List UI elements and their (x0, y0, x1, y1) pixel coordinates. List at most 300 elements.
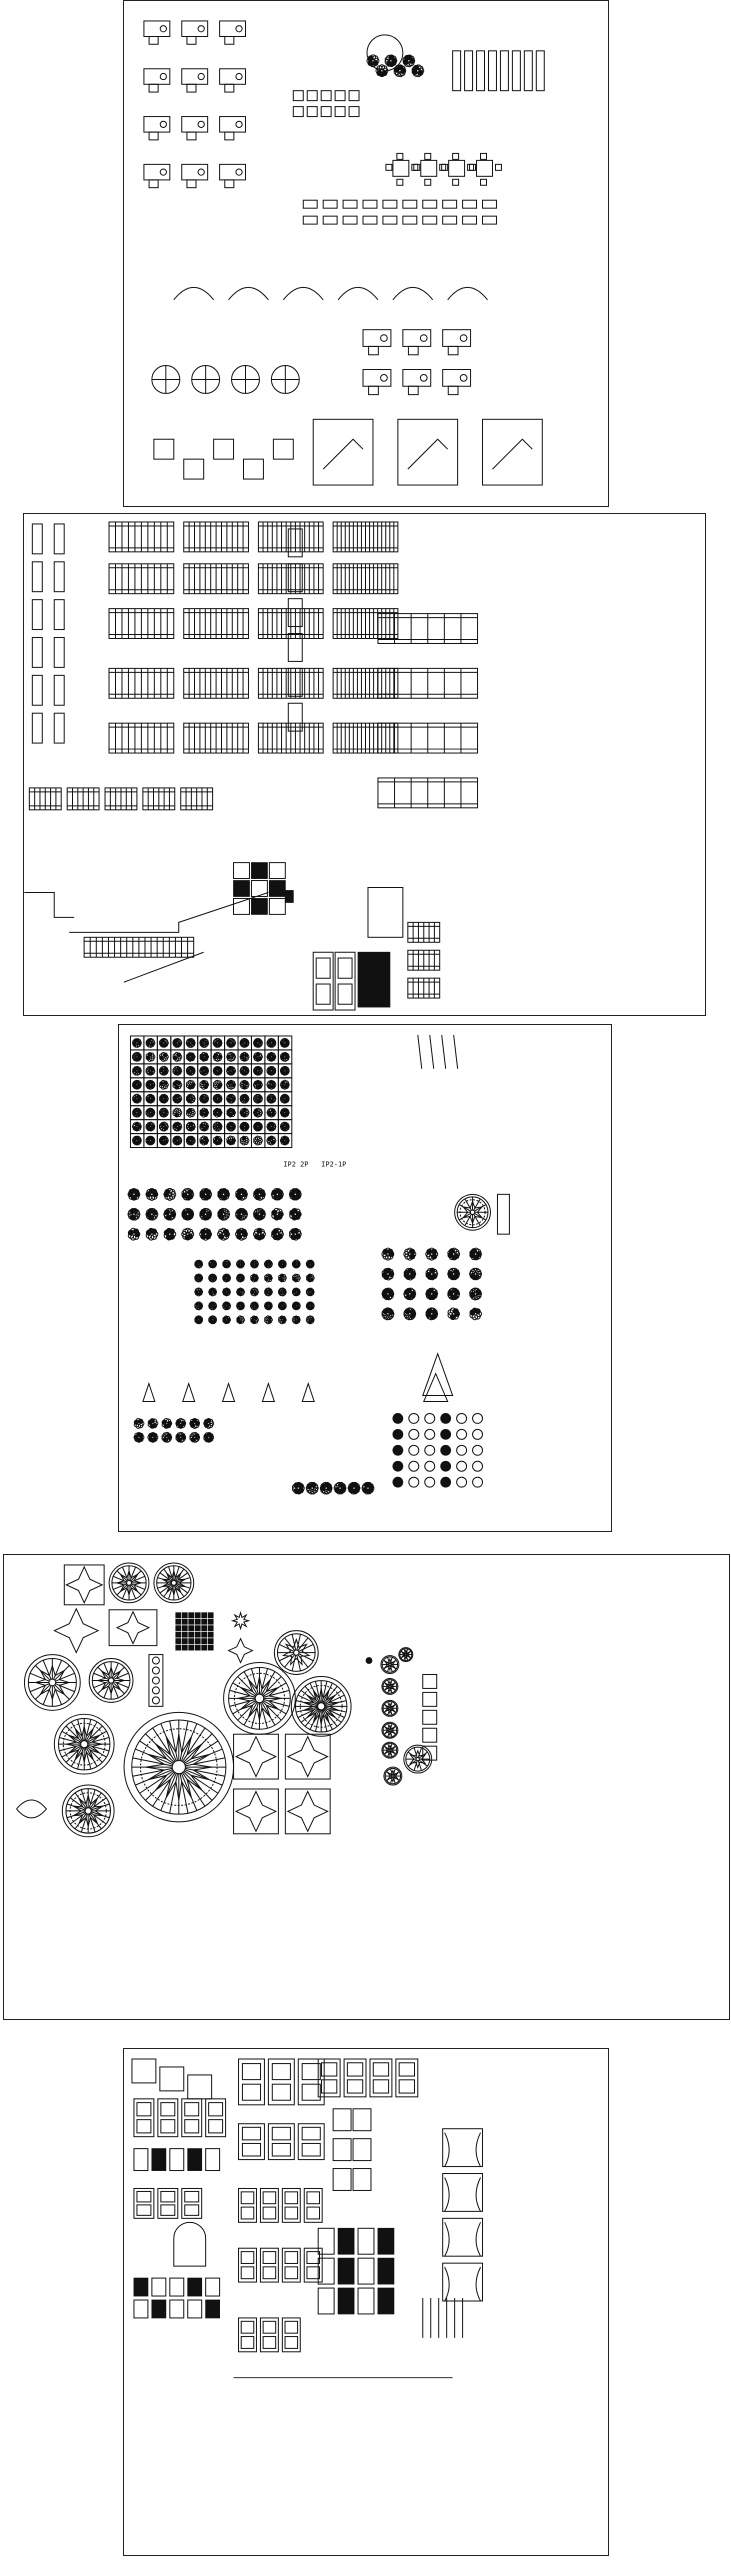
ground-cover-trunk (226, 1319, 228, 1321)
plant-plan-symbol-trunk (244, 1070, 246, 1072)
lattice-tile (234, 863, 250, 879)
bench-seat (383, 200, 397, 208)
plant-plan-symbol-trunk (230, 1056, 232, 1058)
meeting-table (477, 160, 493, 176)
palm-elevation (430, 1035, 434, 1069)
shrub-circle (409, 1429, 419, 1439)
cubicle-block (443, 330, 471, 347)
plant-plan-symbol-trunk (284, 1070, 286, 1072)
shrub-circle (441, 1477, 451, 1487)
screen-panel (378, 2288, 394, 2314)
plant-label-1: IP2 2P (283, 1160, 309, 1169)
tree-cluster-trunk (452, 1313, 454, 1315)
mirror-frame (368, 888, 403, 938)
ground-cover-trunk (212, 1305, 214, 1307)
glass-door-panel (307, 2267, 320, 2279)
plant-plan-symbol-trunk (190, 1042, 192, 1044)
plant-plan-symbol-trunk (190, 1056, 192, 1058)
compass-rose-center (127, 1580, 132, 1585)
entry-door-panel (209, 2103, 223, 2116)
plant-plan-symbol-trunk (163, 1126, 165, 1128)
shrub-circle (441, 1429, 451, 1439)
cubicle-block-monitor (381, 335, 388, 342)
ground-cover-trunk (309, 1305, 311, 1307)
shrub-symbol-trunk (294, 1233, 296, 1235)
desk-block-monitor (160, 73, 166, 79)
desk-block (220, 69, 246, 85)
pot-plant (262, 1384, 274, 1402)
tile-coffer-star (288, 1737, 328, 1777)
tree-cluster-trunk (431, 1313, 433, 1315)
bench-seat (403, 200, 417, 208)
lattice-grid (176, 1619, 181, 1624)
pot-plant (143, 1384, 155, 1402)
plant-plan-symbol-trunk (244, 1056, 246, 1058)
pot-plant (183, 1384, 195, 1402)
shrub-circle (473, 1413, 483, 1423)
cubicle-block-chair (369, 346, 379, 354)
dot-marker (366, 1658, 372, 1664)
shrub-circle (409, 1413, 419, 1423)
ground-cover-trunk (309, 1319, 311, 1321)
plant-plan-symbol-trunk (163, 1098, 165, 1100)
door-frame-section-panel (302, 2127, 320, 2140)
glass-door-panel (263, 2267, 276, 2279)
curtain-drape (445, 2267, 481, 2301)
shrub-symbol-trunk (258, 1193, 260, 1195)
plant-plan-symbol-trunk (217, 1042, 219, 1044)
newel-post (32, 713, 42, 743)
lattice-grid (189, 1639, 194, 1644)
plant-plan-symbol-trunk (257, 1084, 259, 1086)
gate-leaf-panel (338, 958, 352, 978)
plant-plan-symbol-trunk (217, 1112, 219, 1114)
cubicle-block-chair (448, 386, 458, 394)
door-frame-section-panel (272, 2127, 290, 2140)
plant-plan-symbol-trunk (149, 1140, 151, 1142)
screen-panel (358, 2228, 374, 2254)
plant-plan-symbol-trunk (163, 1112, 165, 1114)
chair-block (321, 107, 331, 117)
lattice-panel (160, 2067, 184, 2091)
wardrobe-door-panel (373, 2063, 388, 2076)
side-tile (423, 1710, 437, 1724)
frieze-dot (152, 1677, 159, 1684)
shrub-symbol-trunk (151, 1193, 153, 1195)
curtain-drape (445, 2222, 481, 2256)
lattice-grid (176, 1645, 181, 1650)
shrub-circle (393, 1477, 403, 1487)
sheet-door-window-blocks (123, 2048, 609, 2556)
newel-post (32, 562, 42, 592)
shelf-block (488, 51, 496, 91)
meeting-chair (412, 164, 418, 170)
plant-plan-symbol-trunk (284, 1140, 286, 1142)
pot-plant (223, 1384, 235, 1402)
wardrobe-door-panel (399, 2080, 414, 2093)
plant-plan-symbol-trunk (230, 1112, 232, 1114)
hedge-symbol-trunk (166, 1422, 168, 1424)
meeting-chair (470, 164, 476, 170)
plant-plan-symbol-trunk (284, 1126, 286, 1128)
plant-plan-symbol-trunk (190, 1112, 192, 1114)
tree-cluster-trunk (409, 1293, 411, 1295)
plant-plan-symbol-trunk (136, 1056, 138, 1058)
curved-desk (448, 287, 488, 299)
palm-elevation (442, 1035, 446, 1069)
newel-post (32, 638, 42, 668)
plant-plan-symbol-trunk (136, 1070, 138, 1072)
shrub-circle (473, 1461, 483, 1471)
tree-cluster-trunk (452, 1253, 454, 1255)
lattice-grid (189, 1645, 194, 1650)
side-rosette-center (405, 1654, 407, 1656)
lattice-tile (234, 881, 250, 897)
ground-cover-trunk (254, 1305, 256, 1307)
bench-seat (343, 216, 357, 224)
plant-plan-symbol-trunk (257, 1056, 259, 1058)
desk-block-monitor (236, 73, 242, 79)
glass-door-panel (285, 2252, 298, 2264)
entry-door-panel (137, 2103, 151, 2116)
lattice-grid (202, 1619, 207, 1624)
bench-seat (423, 200, 437, 208)
ground-cover-trunk (240, 1277, 242, 1279)
gate-leaf-panel (316, 984, 330, 1004)
tree-cluster-trunk (431, 1293, 433, 1295)
lattice-grid (195, 1632, 200, 1637)
desk-block-chair (149, 180, 158, 188)
lattice-grid (202, 1626, 207, 1631)
desk-block (220, 117, 246, 133)
chair-block (293, 91, 303, 101)
executive-desk (408, 439, 448, 469)
lattice-grid (208, 1619, 213, 1624)
plant-pot-trunk (381, 70, 383, 72)
shrub-circle (425, 1429, 435, 1439)
desk-cluster (244, 459, 264, 479)
column-capital (206, 2278, 220, 2296)
sliding-door-panel (285, 2337, 298, 2349)
lattice-grid (195, 1645, 200, 1650)
desk-block-chair (225, 132, 234, 140)
lattice-grid (176, 1613, 181, 1618)
cubicle-block (443, 370, 471, 387)
window-block (188, 2149, 202, 2171)
tree-elevation-trunk (339, 1487, 341, 1489)
shrub-circle (393, 1461, 403, 1471)
bench-seat (483, 200, 497, 208)
screen-panel (338, 2288, 354, 2314)
plant-plan-symbol-trunk (176, 1140, 178, 1142)
double-door-elevation-panel (242, 2064, 260, 2080)
dense-screen (358, 952, 390, 1007)
plant-pot-trunk (417, 70, 419, 72)
screen-panel (358, 2258, 374, 2284)
ground-cover-trunk (212, 1291, 214, 1293)
tree-elevation-trunk (325, 1487, 327, 1489)
meeting-chair (468, 164, 474, 170)
large-sun-medallion-center (255, 1694, 264, 1703)
side-rosette-center (416, 1757, 419, 1760)
lattice-grid (202, 1632, 207, 1637)
plant-plan-symbol-trunk (270, 1140, 272, 1142)
shrub-symbol-trunk (151, 1213, 153, 1215)
tile-coffer-star (236, 1737, 276, 1777)
ground-cover-trunk (198, 1291, 200, 1293)
lattice-grid (189, 1613, 194, 1618)
bench-seat (443, 200, 457, 208)
lattice-grid (195, 1639, 200, 1644)
tree-cluster-trunk (409, 1313, 411, 1315)
ground-cover-trunk (295, 1305, 297, 1307)
tree-cluster-trunk (474, 1313, 476, 1315)
cubicle-block-chair (448, 346, 458, 354)
plant-plan-symbol-trunk (163, 1042, 165, 1044)
plant-plan-symbol-trunk (163, 1084, 165, 1086)
bench-seat (303, 216, 317, 224)
sliding-door-panel (241, 2337, 254, 2349)
executive-room (313, 419, 373, 485)
ground-cover-trunk (212, 1319, 214, 1321)
plant-plan-symbol-trunk (270, 1126, 272, 1128)
curved-desk (283, 287, 323, 299)
shrub-symbol-trunk (240, 1193, 242, 1195)
lattice-grid (182, 1626, 187, 1631)
plant-plan-symbol-trunk (257, 1098, 259, 1100)
side-rosette-center (389, 1663, 391, 1665)
newel-post (32, 600, 42, 630)
side-rosette-center (389, 1707, 391, 1709)
bench-seat (383, 216, 397, 224)
lattice-grid (182, 1632, 187, 1637)
shrub-symbol-trunk (151, 1233, 153, 1235)
desk-block (182, 21, 208, 37)
tree-cluster-trunk (387, 1313, 389, 1315)
ornate-medallion-center (81, 1741, 88, 1748)
desk-block (144, 117, 170, 133)
plant-plan-symbol-trunk (176, 1126, 178, 1128)
cubicle-block-chair (408, 346, 418, 354)
bench-seat (303, 200, 317, 208)
plant-plan-symbol-trunk (203, 1140, 205, 1142)
cubicle-block-monitor (420, 375, 427, 382)
shrub-circle (441, 1461, 451, 1471)
tree-elevation-trunk (297, 1487, 299, 1489)
shrub-circle (425, 1445, 435, 1455)
ground-cover-trunk (254, 1319, 256, 1321)
ground-cover-trunk (240, 1305, 242, 1307)
ground-cover-trunk (212, 1277, 214, 1279)
hedge-symbol-trunk (194, 1422, 196, 1424)
lattice-grid (176, 1639, 181, 1644)
plant-plan-symbol-trunk (176, 1098, 178, 1100)
tile-coffer (285, 1734, 330, 1779)
desk-block-chair (187, 180, 196, 188)
ground-cover-trunk (240, 1291, 242, 1293)
screen-panel (318, 2288, 334, 2314)
plant-plan-symbol-trunk (136, 1098, 138, 1100)
plant-plan-symbol-trunk (217, 1140, 219, 1142)
eight-point-star-medallion-center (49, 1679, 56, 1686)
plant-plan-symbol-trunk (203, 1084, 205, 1086)
folding-door-panel (285, 2207, 298, 2219)
shrub-symbol-trunk (187, 1193, 189, 1195)
plant-plan-symbol-trunk (203, 1056, 205, 1058)
lattice-tile (269, 863, 285, 879)
lattice-tile (269, 881, 285, 897)
plant-plan-symbol-trunk (136, 1140, 138, 1142)
wardrobe-door-panel (347, 2063, 362, 2076)
column-capital (188, 2278, 202, 2296)
chair-block (335, 91, 345, 101)
hedge-symbol-trunk (180, 1422, 182, 1424)
screen-panel (338, 2228, 354, 2254)
screen-panel (378, 2258, 394, 2284)
shrub-symbol-trunk (276, 1193, 278, 1195)
plant-plan-symbol-trunk (270, 1070, 272, 1072)
sliding-door-panel (263, 2337, 276, 2349)
frieze-dot (152, 1697, 159, 1704)
ground-cover-trunk (226, 1291, 228, 1293)
entry-door-panel (161, 2120, 175, 2133)
executive-room (398, 419, 458, 485)
chair-block (321, 91, 331, 101)
wardrobe-door-panel (347, 2080, 362, 2093)
lattice-tile (234, 898, 250, 914)
desk-block-chair (149, 36, 158, 44)
sheet-ceiling-medallions (3, 1554, 730, 2020)
cubicle-block (363, 330, 391, 347)
carved-panel (333, 2139, 351, 2161)
plant-plan-symbol-trunk (270, 1042, 272, 1044)
door-window-drawing (124, 2049, 608, 2555)
desk-block-monitor (236, 169, 242, 175)
cubicle-block-chair (369, 386, 379, 394)
bench-seat (323, 200, 337, 208)
desk-block-chair (187, 84, 196, 92)
shrub-circle (425, 1461, 435, 1471)
screen-panel (338, 2258, 354, 2284)
cubicle-block-monitor (460, 375, 467, 382)
shrub-symbol-trunk (204, 1233, 206, 1235)
ground-cover-trunk (226, 1277, 228, 1279)
carved-panel (333, 2109, 351, 2131)
cubicle-block-monitor (420, 335, 427, 342)
tile-coffer (234, 1734, 279, 1779)
tile-coffer (234, 1789, 279, 1834)
medallion-drawing (4, 1555, 729, 2019)
glass-door-panel (285, 2267, 298, 2279)
bench-seat (443, 216, 457, 224)
plant-plan-symbol-trunk (190, 1084, 192, 1086)
lattice-grid (189, 1619, 194, 1624)
bench-seat (363, 216, 377, 224)
plant-drawing (119, 1025, 611, 1531)
tree-cluster-trunk (409, 1273, 411, 1275)
window-block (206, 2149, 220, 2171)
chair-block (349, 107, 359, 117)
glass-door-panel (241, 2252, 254, 2264)
sliding-door-panel (241, 2321, 254, 2333)
shrub-circle (457, 1477, 467, 1487)
plant-plan-symbol-trunk (163, 1070, 165, 1072)
plant-plan-symbol-trunk (244, 1112, 246, 1114)
plant-plan-symbol-trunk (284, 1112, 286, 1114)
frieze-dot (152, 1657, 159, 1664)
hedge-symbol-trunk (152, 1436, 154, 1438)
ground-cover-trunk (198, 1263, 200, 1265)
shrub-circle (473, 1477, 483, 1487)
meeting-chair (453, 179, 459, 185)
side-tile (423, 1728, 437, 1742)
desk-block (220, 21, 246, 37)
tree-cluster-trunk (387, 1293, 389, 1295)
plant-plan-symbol-trunk (136, 1084, 138, 1086)
shelf-block (512, 51, 520, 91)
ground-cover-trunk (268, 1277, 270, 1279)
column-capital (134, 2300, 148, 2318)
meeting-chair (442, 164, 448, 170)
shrub-circle (441, 1445, 451, 1455)
bench-seat (403, 216, 417, 224)
plant-plan-symbol-trunk (176, 1042, 178, 1044)
folding-door-panel (307, 2192, 320, 2204)
plant-plan-symbol-trunk (244, 1126, 246, 1128)
entry-door-panel (137, 2120, 151, 2133)
lattice-grid (208, 1626, 213, 1631)
plant-plan-symbol-trunk (203, 1042, 205, 1044)
lattice-panel (188, 2075, 212, 2099)
conifer-tree (423, 1354, 453, 1402)
sliding-door-panel (285, 2321, 298, 2333)
lattice-grid (182, 1639, 187, 1644)
tree-cluster-trunk (452, 1293, 454, 1295)
desk-cluster (154, 439, 174, 459)
furniture-drawing (124, 1, 608, 506)
square-medallion-star (66, 1567, 102, 1603)
baluster-ornament (54, 713, 64, 743)
double-door-elevation-panel (302, 2084, 320, 2100)
palm-elevation (418, 1035, 422, 1069)
floral-rosette-center (171, 1580, 176, 1585)
plant-pot-trunk (408, 60, 410, 62)
screen-panel (318, 2258, 334, 2284)
shrub-circle (441, 1413, 451, 1423)
plant-plan-symbol-trunk (149, 1112, 151, 1114)
shrub-symbol-trunk (133, 1193, 135, 1195)
cubicle-block-monitor (460, 335, 467, 342)
lattice-grid (208, 1613, 213, 1618)
sheet-furniture-blocks (123, 0, 609, 507)
carved-panel (333, 2169, 351, 2191)
meeting-chair (425, 153, 431, 159)
plant-plan-symbol-trunk (136, 1126, 138, 1128)
plant-plan-symbol-trunk (270, 1098, 272, 1100)
bench-seat (323, 216, 337, 224)
carved-panel (353, 2139, 371, 2161)
plant-plan-symbol-trunk (284, 1098, 286, 1100)
sheet-plant-blocks (118, 1024, 612, 1532)
door-frame-section-panel (272, 2143, 290, 2156)
desk-block-chair (187, 132, 196, 140)
folding-door-panel (307, 2207, 320, 2219)
ground-cover-trunk (254, 1263, 256, 1265)
bench-seat (343, 200, 357, 208)
frieze-panel (149, 1655, 163, 1707)
lattice-grid (202, 1645, 207, 1650)
shrub-circle (425, 1477, 435, 1487)
